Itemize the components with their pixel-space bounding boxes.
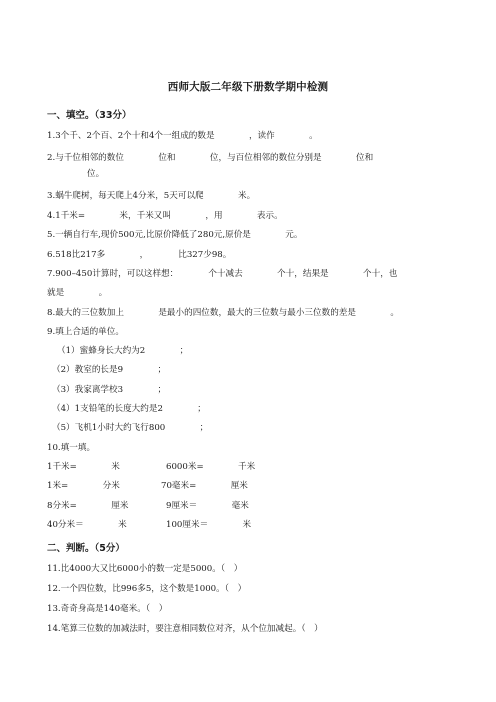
question-9-item-1: （1）蜜蜂身长大约为2 ； bbox=[57, 346, 189, 356]
question-5: 5.一辆自行车,现价500元,比原价降低了280元,原价是 元。 bbox=[47, 230, 303, 240]
question-10-row-3-left: 8分米= 厘米 bbox=[47, 501, 129, 511]
section-heading-true-false: 二、判断。（5分） bbox=[47, 543, 125, 554]
question-10-row-2-left: 1米= 分米 bbox=[47, 481, 120, 491]
question-10-row-1-left: 1千米= 米 bbox=[47, 462, 120, 472]
question-10-row-1-right: 6000米= 千米 bbox=[166, 462, 256, 472]
question-13: 13.奇奇身高是140毫米。（ ） bbox=[47, 604, 168, 614]
question-10-row-2-right: 70毫米= 厘米 bbox=[161, 481, 248, 491]
question-10-heading: 10.填一填。 bbox=[47, 443, 96, 453]
question-2-line-2: 位。 bbox=[87, 169, 105, 179]
question-10-row-4-right: 100厘米＝ 米 bbox=[166, 520, 252, 530]
question-9-heading: 9.填上合适的单位。 bbox=[47, 327, 124, 337]
question-2-line-1: 2.与千位相邻的数位 位和 位，与百位相邻的数位分别是 位和 bbox=[47, 153, 374, 163]
question-7-line-1: 7.900–450计算时，可以这样想： 个十减去 个十，结果是 个十，也 bbox=[47, 269, 398, 279]
question-10-row-4-left: 40分米＝ 米 bbox=[47, 520, 127, 530]
question-9-item-4: （4）1支铅笔的长度大约是2 ； bbox=[52, 404, 206, 414]
question-9-item-2: （2）教室的长是9 ； bbox=[52, 365, 167, 375]
question-1: 1.3个千、2个百、2个十和4个一组成的数是 ，读作 。 bbox=[47, 131, 318, 141]
question-11: 11.比4000大又比6000小的数一定是5000。（ ） bbox=[47, 564, 243, 574]
page-title: 西师大版二年级下册数学期中检测 bbox=[167, 81, 329, 93]
question-10-row-3-right: 9厘米＝ 毫米 bbox=[166, 501, 249, 511]
question-9-item-3: （3）我家离学校3 ； bbox=[52, 385, 167, 395]
question-12: 12.一个四位数，比996多5，这个数是1000。（ ） bbox=[47, 584, 247, 594]
question-4: 4.1千米= 米，千米又叫 ，用 表示。 bbox=[47, 211, 283, 221]
question-3: 3.蜗牛爬树，每天爬上4分米，5天可以爬 米。 bbox=[47, 191, 256, 201]
question-9-item-5: （5）飞机1小时大约飞行800 ； bbox=[52, 423, 209, 433]
question-14: 14.笔算三位数的加减法时，要注意相同数位对齐，从个位加减起。（ ） bbox=[47, 624, 323, 634]
section-heading-fill-blank: 一、填空。（33分） bbox=[47, 110, 132, 121]
question-6: 6.518比217多 ， 比327少98。 bbox=[47, 250, 232, 260]
question-8: 8.最大的三位数加上 是最小的四位数，最大的三位数与最小三位数的差是 。 bbox=[47, 308, 399, 318]
question-7-line-2: 就是 。 bbox=[47, 288, 108, 298]
